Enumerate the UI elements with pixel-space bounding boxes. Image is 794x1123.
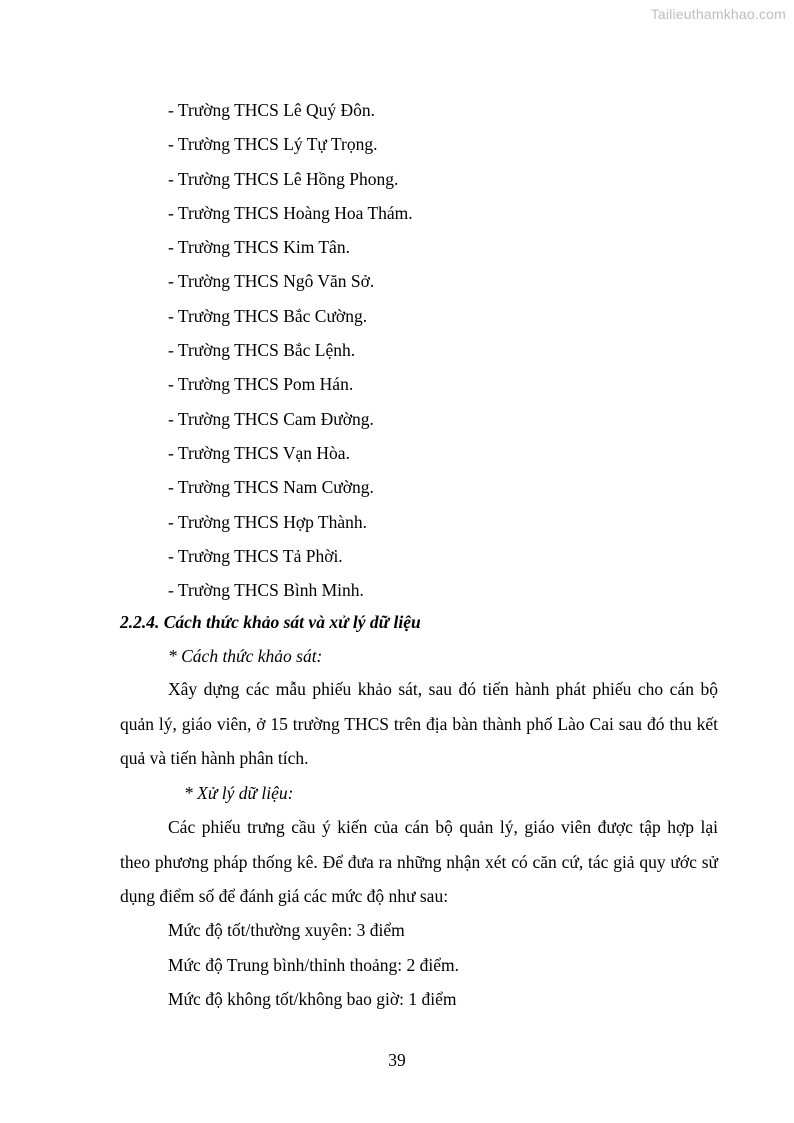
survey-method-paragraph: Xây dựng các mẫu phiếu khảo sát, sau đó tiến hành phát phiếu cho cán bộ quản lý, giáo viên, ở 15 trường THCS trên địa bàn thành phố Lào Cai sau đó thu kết quả và tiến hành phân tích.	[120, 679, 718, 768]
list-item: - Trường THCS Hoàng Hoa Thám.	[168, 202, 413, 223]
level-line: Mức độ tốt/thường xuyên: 3 điểm	[168, 920, 405, 940]
list-item: - Trường THCS Vạn Hòa.	[168, 442, 350, 463]
list-item: - Trường THCS Kim Tân.	[168, 237, 350, 258]
list-item: - Trường THCS Lê Hồng Phong.	[168, 168, 399, 189]
data-processing-label: * Xử lý dữ liệu:	[184, 783, 294, 803]
list-item: - Trường THCS Bắc Cường.	[168, 305, 368, 326]
list-item: - Trường THCS Cam Đường.	[168, 408, 374, 429]
watermark: Tailieuthamkhao.com	[650, 6, 786, 22]
level-line: Mức độ không tốt/không bao giờ: 1 điểm	[168, 989, 457, 1009]
list-item: - Trường THCS Bình Minh.	[168, 580, 364, 601]
list-item: - Trường THCS Hợp Thành.	[168, 511, 367, 532]
list-item: - Trường THCS Lý Tự Trọng.	[168, 134, 378, 155]
section-heading: 2.2.4. Cách thức khảo sát và xử lý dữ liệu	[120, 612, 421, 632]
list-item: - Trường THCS Pom Hán.	[168, 374, 354, 395]
level-line: Mức độ Trung bình/thỉnh thoảng: 2 điểm.	[168, 955, 459, 975]
list-item: - Trường THCS Nam Cường.	[168, 477, 374, 498]
page-number: 39	[388, 1050, 406, 1070]
list-item: - Trường THCS Ngô Văn Sở.	[168, 271, 375, 292]
list-item: - Trường THCS Lê Quý Đôn.	[168, 100, 376, 120]
survey-method-label: * Cách thức khảo sát:	[168, 646, 323, 666]
list-item: - Trường THCS Bắc Lệnh.	[168, 340, 356, 361]
list-item: - Trường THCS Tả Phời.	[168, 545, 343, 566]
data-processing-paragraph: Các phiếu trưng cầu ý kiến của cán bộ quản lý, giáo viên được tập hợp lại theo phương pháp thống kê. Để đưa ra những nhận xét có căn cứ, tác giả quy ước sử dụng điểm số để đánh giá các mức độ như sau:	[120, 817, 718, 906]
school-list	[168, 93, 413, 607]
